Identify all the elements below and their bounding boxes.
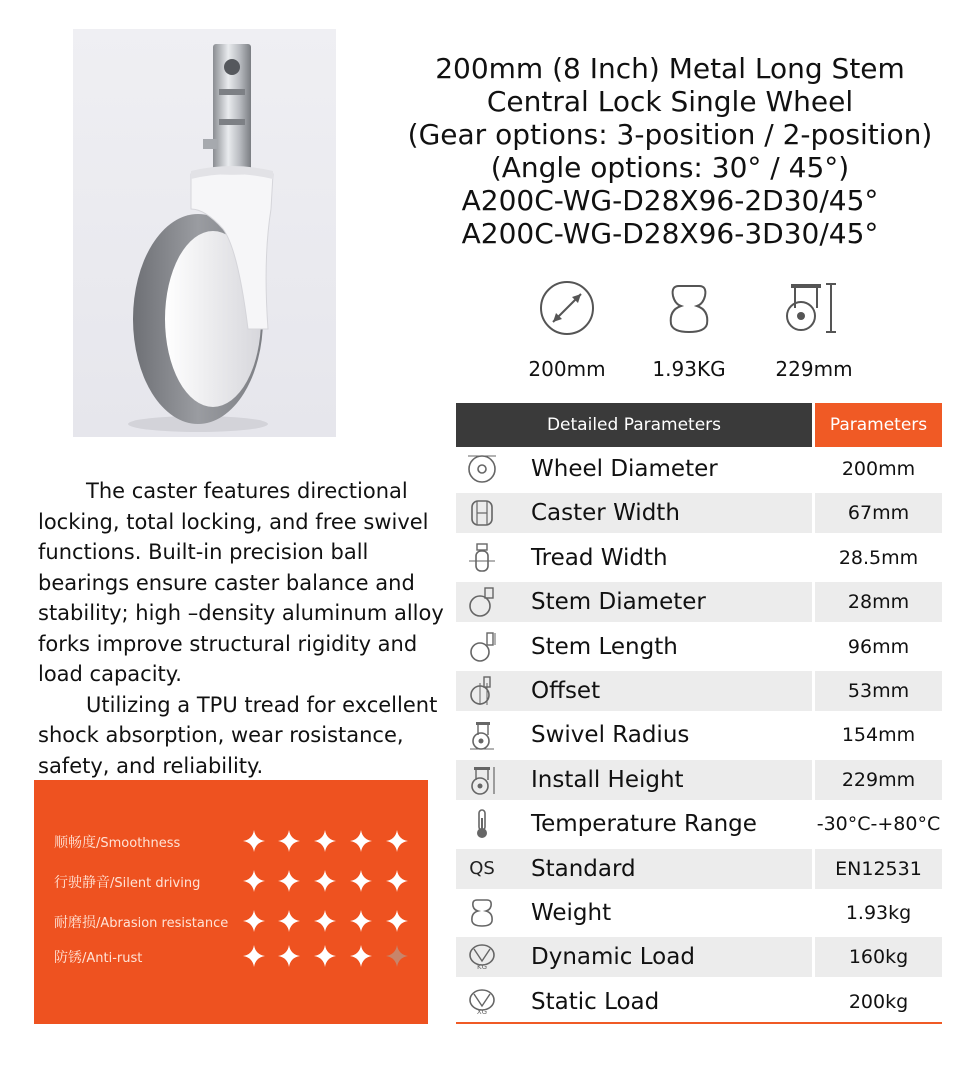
stem-length-icon bbox=[466, 631, 498, 663]
param-name-cell bbox=[456, 627, 812, 667]
param-value: 1.93kg bbox=[845, 901, 912, 924]
star-filled-icon bbox=[276, 943, 302, 969]
header-parameters: Parameters bbox=[815, 403, 942, 447]
param-value: 200mm bbox=[841, 458, 916, 480]
param-name: Stem Length bbox=[531, 633, 678, 660]
param-name-cell bbox=[456, 538, 812, 578]
param-value: 28.5mm bbox=[838, 546, 919, 569]
star-filled-icon bbox=[241, 908, 267, 934]
rating-label bbox=[54, 947, 142, 967]
weight-icon bbox=[466, 897, 498, 929]
table-row bbox=[456, 713, 942, 757]
param-name-cell bbox=[456, 582, 812, 622]
rating-label-en: /Anti-rust bbox=[82, 951, 143, 966]
rating-label-cn: 行驶静音 bbox=[54, 875, 110, 891]
star-filled-icon bbox=[276, 908, 302, 934]
static-load-icon bbox=[466, 986, 498, 1018]
spec-weight-value: 1.93KG bbox=[652, 357, 726, 381]
title-line: Central Lock Single Wheel bbox=[486, 85, 854, 118]
param-value: 160kg bbox=[815, 937, 942, 977]
title-line: 200mm (8 Inch) Metal Long Stem bbox=[435, 52, 905, 85]
tread-width-icon bbox=[466, 542, 498, 574]
star-filled-icon bbox=[348, 908, 374, 934]
param-name-cell bbox=[456, 715, 812, 755]
rating-label bbox=[54, 832, 180, 852]
star-filled-icon bbox=[312, 868, 338, 894]
param-name-cell bbox=[456, 937, 812, 977]
rating-label-cn: 防锈 bbox=[54, 950, 82, 966]
star-filled-icon bbox=[241, 943, 267, 969]
param-value: 154mm bbox=[841, 724, 916, 747]
spec-height-value: 229mm bbox=[775, 357, 853, 381]
star-filled-icon bbox=[276, 828, 302, 854]
param-value: 28mm bbox=[815, 582, 942, 622]
star-filled-icon bbox=[384, 868, 410, 894]
stem-diameter-icon bbox=[466, 586, 498, 618]
star-empty-icon bbox=[384, 943, 410, 969]
param-value: -30°C-+80°C bbox=[816, 813, 941, 836]
star-filled-icon bbox=[384, 828, 410, 854]
param-name-cell bbox=[456, 493, 812, 533]
param-name: Stem Diameter bbox=[531, 589, 706, 616]
param-name: Standard bbox=[531, 855, 636, 882]
param-name: Caster Width bbox=[531, 500, 680, 527]
param-name-cell bbox=[456, 760, 812, 800]
param-name: Offset bbox=[531, 677, 601, 704]
rating-label-en: /Abrasion resistance bbox=[96, 916, 229, 931]
rating-label-en: /Smoothness bbox=[96, 836, 181, 851]
param-name-cell bbox=[456, 449, 812, 489]
product-description bbox=[38, 476, 448, 781]
star-filled-icon bbox=[241, 868, 267, 894]
table-row bbox=[456, 625, 942, 669]
rating-label bbox=[54, 912, 228, 932]
table-row bbox=[456, 447, 942, 491]
star-filled-icon bbox=[348, 943, 374, 969]
rating-label-en: /Silent driving bbox=[110, 876, 201, 891]
param-name-cell bbox=[456, 893, 812, 933]
param-name: Weight bbox=[531, 899, 612, 926]
caster-width-icon bbox=[466, 497, 498, 529]
table-header bbox=[456, 403, 942, 447]
param-name: Wheel Diameter bbox=[531, 456, 718, 482]
star-filled-icon bbox=[312, 828, 338, 854]
product-photo bbox=[73, 29, 336, 437]
param-name-cell bbox=[456, 671, 812, 711]
table-body bbox=[456, 447, 942, 1024]
table-row bbox=[456, 758, 942, 802]
qs-mark-icon: QS bbox=[469, 857, 495, 879]
table-row bbox=[456, 980, 942, 1024]
param-name: Swivel Radius bbox=[531, 722, 690, 749]
spec-diameter-value: 200mm bbox=[528, 357, 606, 381]
rating-row bbox=[34, 868, 428, 898]
param-name-cell bbox=[456, 804, 812, 844]
load-mark-label: XG bbox=[476, 1007, 488, 1016]
model-code: A200C-WG-D28X96-2D30/45° bbox=[461, 184, 879, 217]
description-paragraph: The caster features directional locking, total locking, and free swivel functions. Built-in precision ball bearings ensure caster balance and stability; high –density aluminum alloy forks improve structural rigidity and load capacity. bbox=[38, 479, 444, 686]
star-filled-icon bbox=[348, 828, 374, 854]
param-name: Dynamic Load bbox=[531, 944, 695, 971]
param-value: EN12531 bbox=[815, 849, 942, 889]
table-row bbox=[456, 802, 942, 846]
weight-icon bbox=[659, 278, 719, 338]
parameter-table bbox=[456, 403, 942, 1024]
table-row bbox=[456, 891, 942, 935]
rating-label-cn: 顺畅度 bbox=[54, 835, 96, 851]
param-name-cell bbox=[456, 849, 812, 889]
param-value: 67mm bbox=[815, 493, 942, 533]
model-code: A200C-WG-D28X96-3D30/45° bbox=[461, 217, 879, 250]
swivel-radius-icon bbox=[466, 719, 498, 751]
wheel-diameter-icon bbox=[466, 453, 498, 485]
rating-row bbox=[34, 943, 428, 973]
star-filled-icon bbox=[241, 828, 267, 854]
param-value: 96mm bbox=[847, 635, 910, 658]
table-row bbox=[456, 536, 942, 580]
table-row bbox=[456, 935, 942, 979]
thermometer-icon bbox=[466, 808, 498, 840]
table-row bbox=[456, 491, 942, 535]
ratings-panel bbox=[34, 780, 428, 1024]
rating-row bbox=[34, 828, 428, 858]
param-value: 53mm bbox=[815, 671, 942, 711]
description-paragraph: Utilizing a TPU tread for excellent shock absorption, wear rosistance, safety, and reliability. bbox=[38, 692, 438, 778]
param-value: 229mm bbox=[815, 760, 942, 800]
caster-wheel-illustration bbox=[73, 29, 336, 437]
param-name: Tread Width bbox=[531, 544, 668, 571]
install-height-icon bbox=[466, 764, 498, 796]
wheel-diameter-icon bbox=[537, 278, 597, 338]
param-value: 200kg bbox=[848, 990, 909, 1013]
rating-label-cn: 耐磨损 bbox=[54, 915, 96, 931]
param-name: Static Load bbox=[531, 988, 660, 1015]
param-name-cell bbox=[456, 982, 812, 1022]
star-filled-icon bbox=[312, 943, 338, 969]
star-filled-icon bbox=[348, 868, 374, 894]
star-filled-icon bbox=[312, 908, 338, 934]
star-filled-icon bbox=[384, 908, 410, 934]
param-name: Temperature Range bbox=[531, 811, 757, 838]
param-name: Install Height bbox=[531, 766, 684, 793]
load-mark-label: KG bbox=[476, 963, 487, 972]
table-row bbox=[456, 847, 942, 891]
offset-icon bbox=[466, 675, 498, 707]
table-row bbox=[456, 669, 942, 713]
title-line: (Gear options: 3-position / 2-position) bbox=[407, 118, 933, 151]
title-line: (Angle options: 30° / 45°) bbox=[490, 151, 850, 184]
header-detailed-parameters: Detailed Parameters bbox=[456, 403, 812, 447]
install-height-icon bbox=[779, 278, 839, 338]
product-title bbox=[400, 52, 940, 250]
rating-row bbox=[34, 908, 428, 938]
table-row bbox=[456, 580, 942, 624]
star-filled-icon bbox=[276, 868, 302, 894]
rating-label bbox=[54, 872, 200, 892]
dynamic-load-icon bbox=[466, 941, 498, 973]
